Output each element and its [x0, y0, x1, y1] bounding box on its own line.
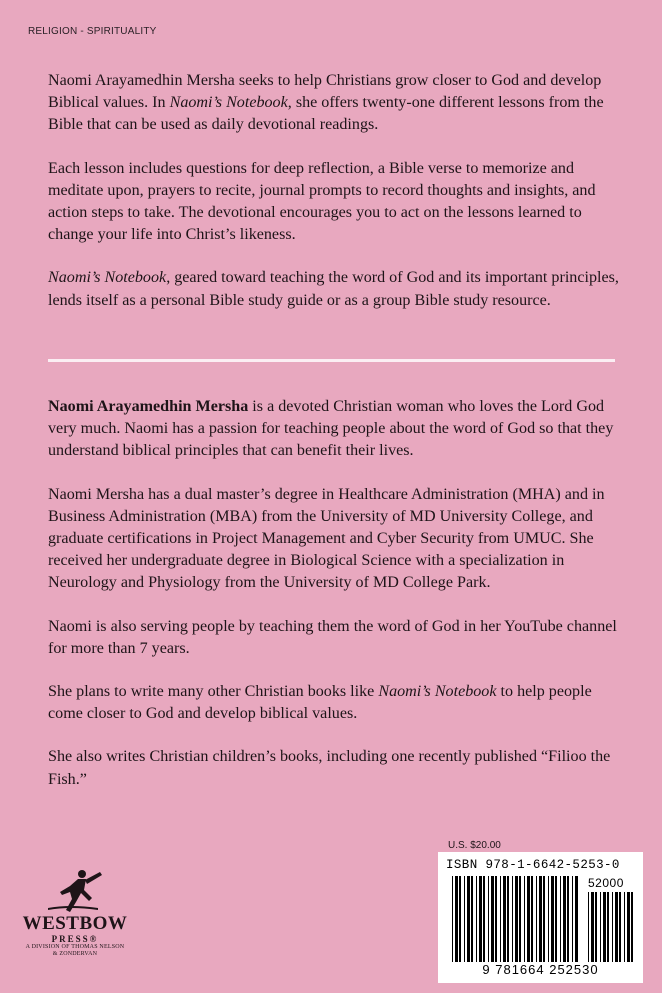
ean-digits: 9 781664 252530	[482, 962, 599, 977]
author-bio	[48, 396, 623, 812]
barcode-bar	[500, 876, 501, 962]
barcode-bar	[603, 892, 606, 962]
description-paragraph-3	[48, 267, 623, 311]
addon-digits: 52000	[588, 876, 624, 890]
barcode-bar	[531, 876, 533, 962]
barcode-bar	[467, 876, 470, 962]
book-title: Naomi’s Notebook	[48, 269, 167, 287]
publisher-name: WESTBOW	[22, 913, 128, 934]
barcode-bar	[612, 892, 613, 962]
bio-paragraph-4	[48, 681, 623, 725]
barcode-bar	[560, 876, 561, 962]
barcode-bar	[600, 892, 601, 962]
barcode-bar	[588, 892, 589, 962]
barcode-bar	[455, 876, 458, 962]
book-description	[48, 70, 623, 333]
publisher-division-2: & ZONDERVAN	[52, 951, 98, 957]
publisher-press: PRESS®	[51, 934, 99, 944]
barcode-bar	[572, 876, 573, 962]
description-text: , geared toward teaching the word of God and its important principles, lends itself as a personal Bible study guide or as a group Bible study resource.	[48, 269, 619, 309]
barcode-bar	[527, 876, 530, 962]
barcode-bar	[619, 892, 621, 962]
description-paragraph-1	[48, 70, 623, 137]
isbn-barcode	[438, 852, 643, 983]
barcode-bar	[515, 876, 518, 962]
bio-text: to help people come closer to God and develop biblical values.	[48, 683, 592, 723]
barcode-bar	[555, 876, 557, 962]
category-label: RELIGION - SPIRITUALITY	[28, 26, 157, 37]
barcode-bar	[471, 876, 473, 962]
barcode-bar	[563, 876, 566, 962]
barcode-bar	[551, 876, 554, 962]
section-divider	[48, 359, 615, 362]
description-paragraph-2: Each lesson includes questions for deep reflection, a Bible verse to memorize and meditate upon, prayers to recite, journal prompts to record thoughts and insights, and action steps to take. The devotional encourages you to act on the lessons learned to change your life into Christ’s likeness.	[48, 159, 596, 244]
bio-paragraph-3: Naomi is also serving people by teaching them the word of God in her YouTube channel for more than 7 years.	[48, 617, 617, 657]
author-name: Naomi Arayamedhin Mersha	[48, 398, 249, 415]
barcode-bar	[512, 876, 513, 962]
publisher-logo	[20, 868, 130, 988]
barcode-bar	[575, 876, 578, 962]
barcode-bar	[507, 876, 509, 962]
barcode-bar	[543, 876, 545, 962]
barcode-bar	[539, 876, 542, 962]
barcode-bar	[483, 876, 485, 962]
isbn-label: ISBN 978-1-6642-5253-0	[446, 858, 620, 872]
publisher-division-1: A DIVISION OF THOMAS NELSON	[25, 944, 125, 950]
barcode-bar	[519, 876, 521, 962]
runner-icon	[40, 868, 110, 916]
book-title: Naomi’s Notebook	[378, 683, 497, 701]
barcode-bar	[459, 876, 461, 962]
barcode-bar	[536, 876, 537, 962]
bio-paragraph-1	[48, 396, 623, 463]
barcode-bar	[452, 876, 453, 962]
barcode-bar	[476, 876, 477, 962]
bio-paragraph-5: She also writes Christian children’s books, including one recently published “Filioo the Fish.”	[48, 748, 611, 788]
barcode-bar	[615, 892, 618, 962]
bio-text: She plans to write many other Christian books like	[48, 683, 379, 701]
barcode-bar	[595, 892, 597, 962]
description-text: Naomi Arayamedhin Mersha seeks to help Christians grow closer to God and develop Biblical values. In	[48, 72, 602, 112]
barcode-bar	[591, 892, 594, 962]
barcode-bar	[524, 876, 525, 962]
barcode-bar	[624, 892, 625, 962]
barcode-bar	[488, 876, 489, 962]
price-label: U.S. $20.00	[448, 840, 501, 851]
book-title: Naomi’s Notebook	[169, 94, 288, 112]
barcode-bar	[491, 876, 494, 962]
barcode-bar	[631, 892, 633, 962]
barcode-bar	[567, 876, 569, 962]
description-text: , she offers twenty-one different lessons from the Bible that can be used as daily devotional readings.	[48, 94, 604, 134]
barcode-bar	[464, 876, 465, 962]
barcode-bar	[479, 876, 482, 962]
bio-text: is a devoted Christian woman who loves the Lord God very much. Naomi has a passion for teaching people about the word of God so that they understand biblical principles that can benefit their lives.	[48, 398, 614, 460]
barcode-bar	[607, 892, 609, 962]
barcode-bar	[548, 876, 549, 962]
bio-paragraph-2: Naomi Mersha has a dual master’s degree in Healthcare Administration (MHA) and in Business Administration (MBA) from the University of MD University College, and graduate certifications in Project Management and Cyber Security from UMUC. She received her undergraduate degree in Biological Science with a specialization in Neurology and Physiology from the University of MD College Park.	[48, 485, 605, 592]
barcode-bar	[495, 876, 497, 962]
barcode-bar	[627, 892, 630, 962]
barcode-bar	[503, 876, 506, 962]
